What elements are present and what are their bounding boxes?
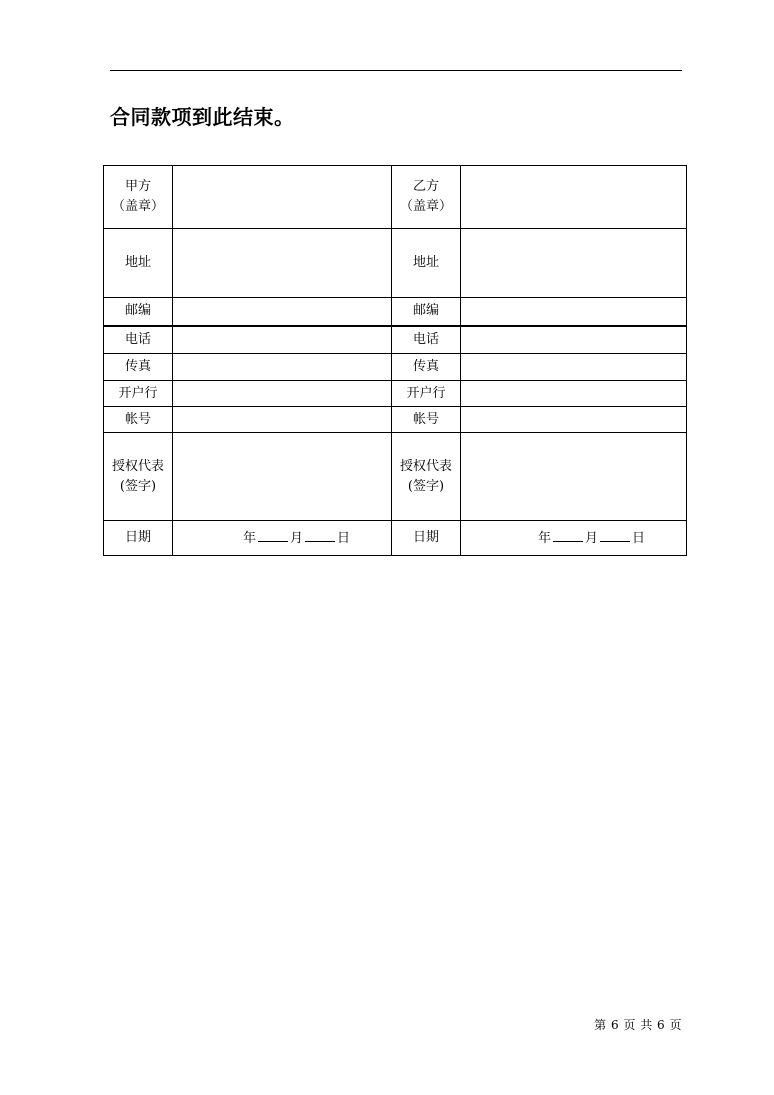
phone-label-right: 电话 (392, 326, 461, 354)
phone-value-right (461, 326, 687, 354)
date-value-right (461, 521, 687, 556)
party-a-label (104, 166, 173, 229)
fax-value-right (461, 354, 687, 381)
table-row-address (104, 229, 687, 298)
party-b-label (392, 166, 461, 229)
postcode-value-left (173, 298, 392, 326)
phone-value-left (173, 326, 392, 354)
party-b-seal-note: （盖章） (399, 199, 452, 214)
date-day-right: 日 (632, 531, 646, 546)
postcode-value-right (461, 298, 687, 326)
signature-table (103, 165, 687, 556)
representative-label-left (104, 433, 173, 521)
account-value-left (173, 407, 392, 433)
representative-title-right: 授权代表 (399, 458, 452, 474)
fax-label-right: 传真 (392, 354, 461, 381)
bank-value-right (461, 381, 687, 407)
table-row-party (104, 166, 687, 229)
date-month-blank-left (258, 527, 288, 542)
page-heading: 合同款项到此结束。 (110, 105, 295, 129)
fax-label-left: 传真 (104, 354, 173, 381)
representative-value-right (461, 433, 687, 521)
representative-value-left (173, 433, 392, 521)
party-a-title: 甲方 (124, 179, 151, 194)
header-rule (110, 70, 682, 71)
party-b-value (461, 166, 687, 229)
bank-label-right: 开户行 (392, 381, 461, 407)
date-label-right: 日期 (392, 521, 461, 556)
date-label-left: 日期 (104, 521, 173, 556)
address-label-right: 地址 (392, 229, 461, 298)
table-row-date (104, 521, 687, 556)
date-year-right: 年 (538, 531, 552, 546)
address-value-left (173, 229, 392, 298)
party-b-title: 乙方 (412, 179, 439, 194)
date-month-blank-right (553, 527, 583, 542)
address-value-right (461, 229, 687, 298)
postcode-label-right: 邮编 (392, 298, 461, 326)
date-day-left: 日 (337, 531, 351, 546)
date-year-left: 年 (243, 531, 257, 546)
representative-sign-note-right: (签字) (407, 478, 445, 494)
account-value-right (461, 407, 687, 433)
account-label-right: 帐号 (392, 407, 461, 433)
table-row-postcode (104, 298, 687, 326)
table-row-phone (104, 326, 687, 354)
postcode-label-left: 邮编 (104, 298, 173, 326)
date-value-left (173, 521, 392, 556)
date-month-left: 月 (290, 531, 304, 546)
table-row-bank (104, 381, 687, 407)
party-a-value (173, 166, 392, 229)
representative-title-left: 授权代表 (111, 458, 164, 474)
address-label-left: 地址 (104, 229, 173, 298)
date-month-right: 月 (585, 531, 599, 546)
date-day-blank-right (600, 527, 630, 542)
party-a-seal-note: （盖章） (111, 199, 164, 214)
table-row-fax (104, 354, 687, 381)
table-row-account (104, 407, 687, 433)
date-day-blank-left (305, 527, 335, 542)
representative-label-right (392, 433, 461, 521)
bank-value-left (173, 381, 392, 407)
page-number-footer: 第 6 页 共 6 页 (594, 1018, 682, 1032)
table-row-representative (104, 433, 687, 521)
account-label-left: 帐号 (104, 407, 173, 433)
fax-value-left (173, 354, 392, 381)
representative-sign-note-left: (签字) (119, 478, 157, 494)
phone-label-left: 电话 (104, 326, 173, 354)
bank-label-left: 开户行 (104, 381, 173, 407)
